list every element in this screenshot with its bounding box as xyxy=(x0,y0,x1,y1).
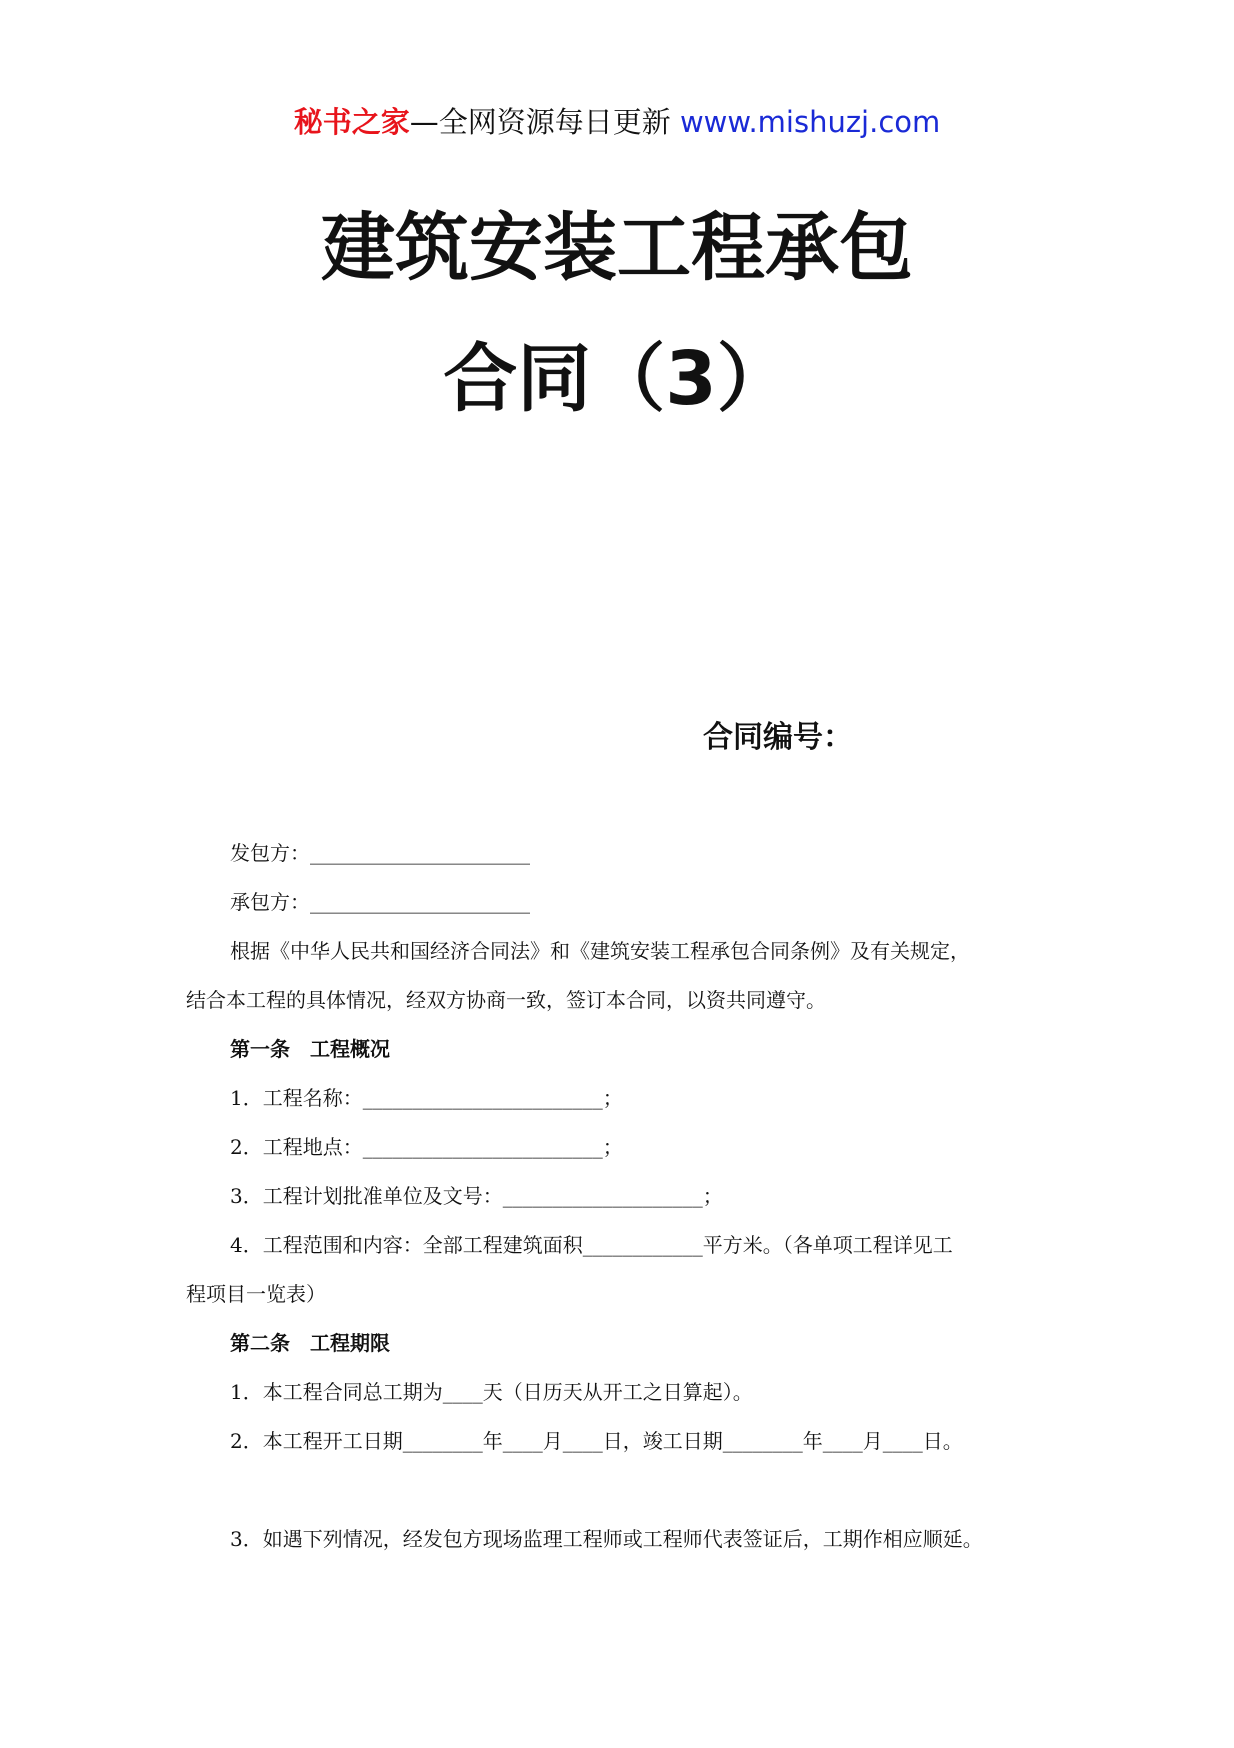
article1-item2: 2．工程地点：________________________； xyxy=(230,1135,623,1159)
employer-line: 发包方：______________________ xyxy=(230,841,530,865)
article2-heading: 第二条 工程期限 xyxy=(230,1331,390,1355)
site-banner xyxy=(0,102,1234,142)
article2-item2: 2．本工程开工日期________年____月____日，竣工日期________年____月____日。 xyxy=(230,1429,963,1453)
article1-item4-line2: 程项目一览表） xyxy=(186,1282,326,1306)
banner-slogan: —全网资源每日更新 xyxy=(409,105,680,139)
article1-heading: 第一条 工程概况 xyxy=(230,1037,390,1061)
intro-line2: 结合本工程的具体情况，经双方协商一致，签订本合同，以资共同遵守。 xyxy=(186,988,826,1012)
intro-line1: 根据《中华人民共和国经济合同法》和《建筑安装工程承包合同条例》及有关规定， xyxy=(230,939,970,963)
article1-item1: 1．工程名称：________________________； xyxy=(230,1086,623,1110)
contract-number-label: 合同编号： xyxy=(703,720,853,755)
article2-item3: 3．如遇下列情况，经发包方现场监理工程师或工程师代表签证后，工期作相应顺延。 xyxy=(230,1527,983,1551)
banner-brand: 秘书之家 xyxy=(293,105,410,139)
document-title-line2: 合同（3） xyxy=(443,336,791,422)
article2-item1: 1．本工程合同总工期为____天（日历天从开工之日算起）。 xyxy=(230,1380,753,1404)
article1-item4-line1: 4．工程范围和内容：全部工程建筑面积____________平方米。（各单项工程详见工 xyxy=(230,1233,953,1257)
article1-item3: 3．工程计划批准单位及文号：____________________； xyxy=(230,1184,723,1208)
document-title-line1: 建筑安装工程承包 xyxy=(321,205,913,291)
banner-site-link[interactable]: www.mishuzj.com xyxy=(679,105,941,139)
contractor-line: 承包方：______________________ xyxy=(230,890,530,914)
